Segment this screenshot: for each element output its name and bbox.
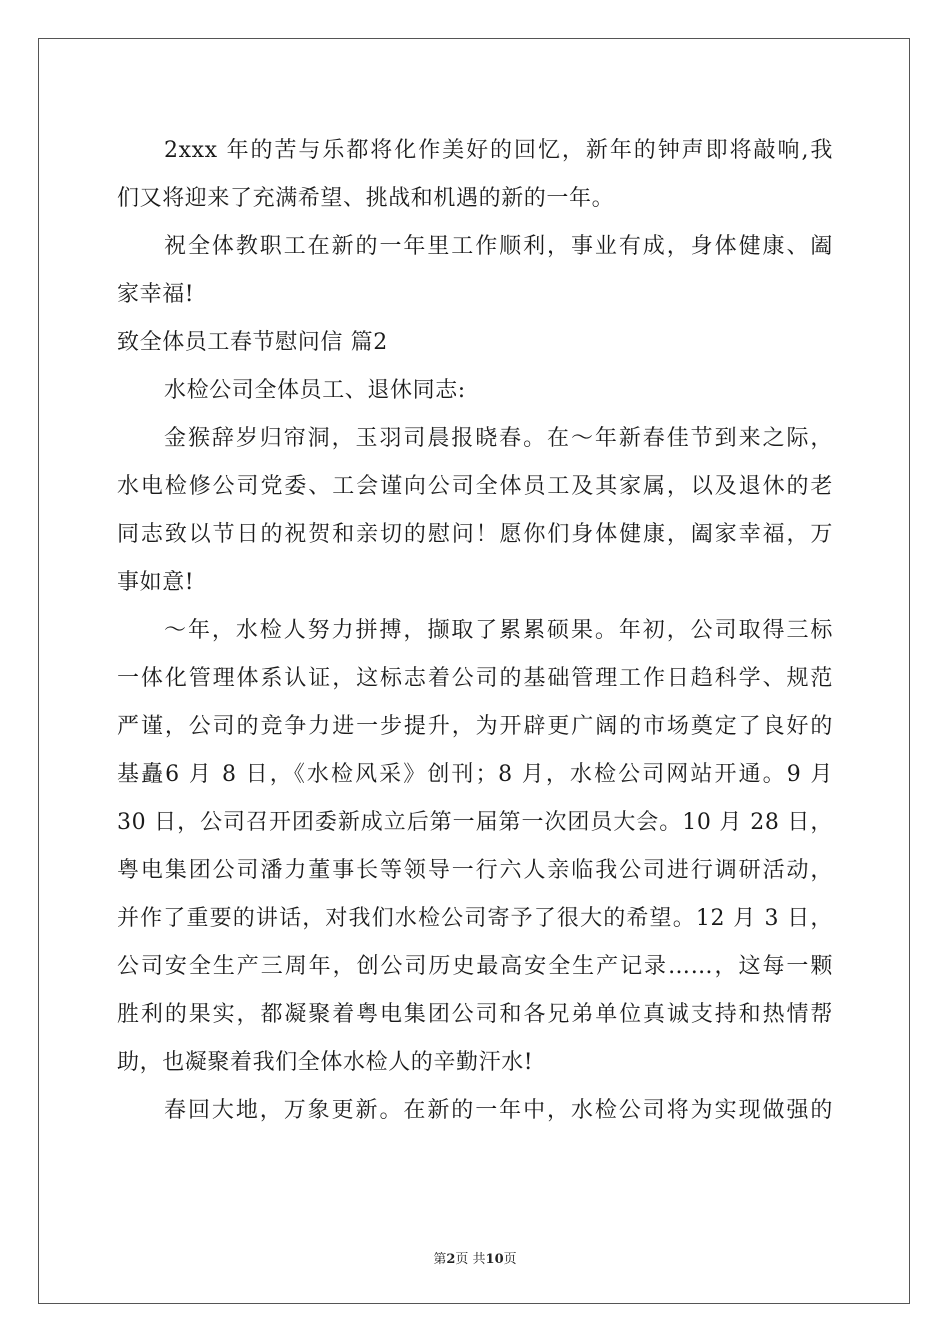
- text-line: 水电检修公司党委、工会谨向公司全体员工及其家属，以及退休的老: [117, 474, 833, 499]
- text-line: 春回大地，万象更新。在新的一年中，水检公司将为实现做强的: [164, 1098, 833, 1123]
- text-line: 一体化管理体系认证，这标志着公司的基础管理工作日趋科学、规范: [117, 666, 833, 691]
- text-line: 公司安全生产三周年，创公司历史最高安全生产记录……，这每一颗: [117, 954, 833, 979]
- text-line: 同志致以节日的祝贺和亲切的慰问！愿你们身体健康，阖家幸福，万: [117, 522, 833, 547]
- text-line: 基矗6 月 8 日，《水检风采》创刊；8 月，水检公司网站开通。9 月: [117, 762, 833, 787]
- text-line: 30 日，公司召开团委新成立后第一届第一次团员大会。10 月 28 日，: [117, 810, 833, 835]
- total-page-count: 10: [485, 1252, 504, 1267]
- footer-mid: 页 共: [455, 1252, 486, 1267]
- salutation: 水检公司全体员工、退休同志:: [164, 378, 466, 403]
- document-body: [117, 127, 833, 1135]
- text-line: 粤电集团公司潘力董事长等领导一行六人亲临我公司进行调研活动，: [117, 858, 833, 883]
- text-line: 家幸福!: [117, 282, 195, 307]
- text-line: 胜利的果实，都凝聚着粤电集团公司和各兄弟单位真诚支持和热情帮: [117, 1002, 833, 1027]
- text-line: 并作了重要的讲话，对我们水检公司寄予了很大的希望。12 月 3 日，: [117, 906, 833, 931]
- text-line: 助，也凝聚着我们全体水检人的辛勤汗水!: [117, 1050, 534, 1075]
- text-line: 2xxx 年的苦与乐都将化作美好的回忆，新年的钟声即将敲响,我: [164, 138, 833, 163]
- text-line: 金猴辞岁归帘洞，玉羽司晨报晓春。在～年新春佳节到来之际，: [164, 426, 833, 451]
- page-footer: [0, 1248, 950, 1267]
- text-line: 祝全体教职工在新的一年里工作顺利，事业有成，身体健康、阖: [164, 234, 833, 259]
- section-heading: 致全体员工春节慰问信 篇2: [117, 330, 388, 355]
- current-page-number: 2: [446, 1252, 456, 1267]
- footer-suffix: 页: [503, 1252, 517, 1267]
- text-line: ～年，水检人努力拼搏，撷取了累累硕果。年初，公司取得三标: [164, 618, 833, 643]
- text-line: 们又将迎来了充满希望、挑战和机遇的新的一年。: [117, 186, 615, 211]
- text-line: 严谨，公司的竞争力进一步提升，为开辟更广阔的市场奠定了良好的: [117, 714, 833, 739]
- text-line: 事如意!: [117, 570, 195, 595]
- footer-prefix: 第: [433, 1252, 447, 1267]
